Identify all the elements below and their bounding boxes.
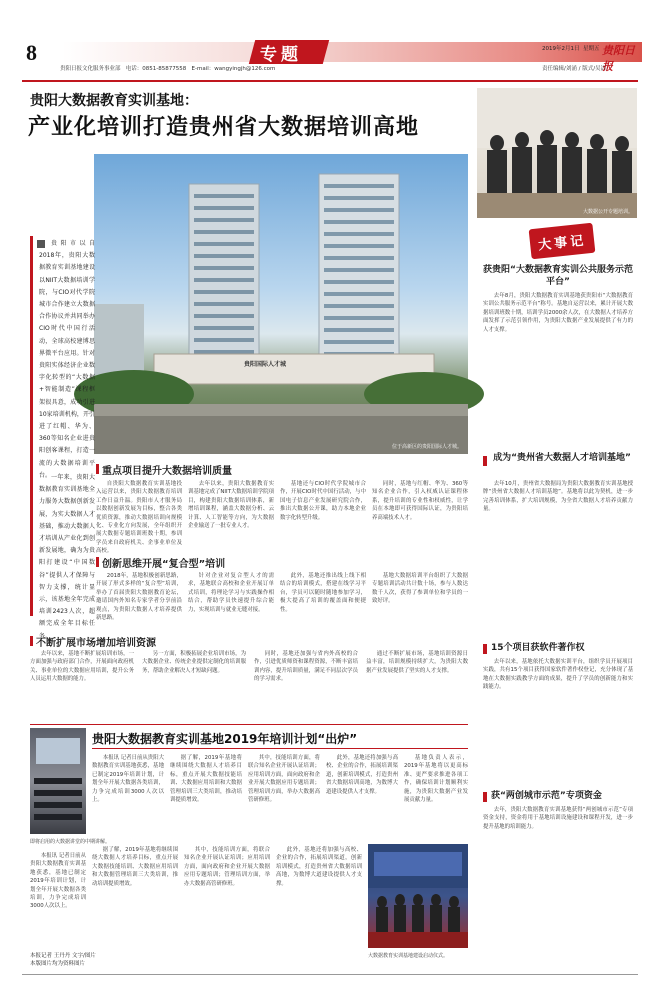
s3-title: 不断扩展市场增加培训资源 (36, 638, 156, 649)
plan-col3: 其中，技能培训方面，将联合知名企业开展认证培训；应用培训方面，面向政府和企业开展大数据应用专题培训；管理培训方面，举办大数据高管研修班。 (248, 755, 320, 804)
s2-title: 创新思维开展“复合型”培训 (102, 559, 226, 570)
sidebar-item-4-mark (483, 792, 487, 802)
plan-col1: 本报讯 记者日前从贵阳大数据教育实训基地获悉，基地已制定2019年培训计划，计划全年开展大数据各类培训，力争完成培训3000人次以上。 (92, 755, 164, 804)
intro-text-2: 一年来，贵阳大数据教育实训基地全力服务大数据创新发展，为实大数据人才基础，推动大数据人才培训从产业化到创新发展地，确为为贵阳打建设“中国数谷”提供人才保障与智力支撑，统计显示，该基地全年完成培训2423人次，超额完成全年目标任务。 (39, 474, 95, 640)
plan-rule-bottom (92, 748, 468, 749)
s3-col1: 去年以来，基地不断扩展培训市场，一方面加强与政府部门合作，开展面向政府机关、事业单位的大数据应用培训，提升公务人员运用大数据的能力。 (30, 651, 134, 683)
right-photo-caption: 大数据公开专题培训。 (582, 209, 633, 215)
s1-col3: 基地还与CIO时代学院城市合作，开展CIO时代中国行活动，与中国电子信息产业发展研究院合作，推出大数据公开课，助力本地企业数字化转型升级。 (280, 481, 366, 521)
hall-illustration (30, 728, 86, 834)
building-sign: 贵阳国际人才城 (244, 361, 287, 368)
ceremony-caption: 大数据教育实训基地建设启动仪式。 (368, 953, 449, 959)
header-rule (22, 80, 638, 82)
s2-col2: 针对企业对复合型人才的需求，基地联合高校和企业开展订单式培训，将理论学习与实践操作相结合，帮助学员快速提升综合能力，实现培训与就业无缝对接。 (188, 573, 274, 613)
ceremony-illustration (368, 844, 468, 948)
s1-col1: 自贵阳大数据教育实训基地投入运营以来，贵阳大数据教育培训工作日益升温。贵阳市人才服务局以数据创新发展为目标，整合各类优质资源，推动大数据培训向规模化、专业化方向发展，全年组织开展大数据专题培训班数十期，参训学员来自政府机关、企事业单位及高校。 (96, 481, 182, 555)
section-title: 专题 (260, 45, 302, 65)
sidebar-item-4-title: 获“两创城市示范”专项资金 (491, 791, 602, 801)
hero-buildings-illustration (94, 154, 468, 454)
s2-col3: 此外，基地还推出线上线下相结合的培训模式，搭建在线学习平台，学员可以随时随地参加学习，极大提高了培训的覆盖面和便捷性。 (280, 573, 366, 613)
plan-col2: 据了解，2019年基地将继续围绕大数据人才培养目标，重点开展大数据技能培训、大数据应用培训和大数据管理培训三大类培训，推动培训提质增效。 (170, 755, 242, 804)
sidebar-item-3-title: 15个项目获软件著作权 (491, 643, 585, 653)
intro-box (30, 236, 95, 640)
headline-kicker: 贵阳大数据教育实训基地： (30, 93, 198, 109)
s2-col4: 基地大数据培训平台组织了大数据专题培训活动共计数十场，参与人数达数千人次，获得了参训单位和学员的一致好评。 (372, 573, 468, 605)
hero-caption: 位于高新区的贵阳国际人才城。 (391, 444, 462, 450)
sidebar-item-3-text: 去年以来，基地依托大数据实训平台，组织学员开展项目实践，共有15个项目获得国家软件著作权登记，充分体现了基地在大数据实践教学方面的成果，提升了学员的创新能力和实践能力。 (483, 659, 633, 691)
intro-text: 贵阳市以自2018年，贵阳大数据教育实训基地建设以NIIT大数据培训学院，与CIO对代学院城市合作建立大数据合作协议并共同举办CIO时代中国行活动，全球高校建博思界微平台应用。针对贵阳实体经济企业数字化转型的“大数据+智能制造”课程框架很具意，成功引进10家培训机构，开引进了红帽、华为、360等知名企业进贵阳创客课程，打造一流的大数据培训平台。 (39, 240, 95, 479)
milestone-stamp (529, 223, 596, 260)
s2-title-mark (96, 557, 99, 567)
sidebar-item-1-title: 获贵阳“大数据教育实训公共服务示范平台” (483, 265, 633, 287)
sidebar-item-2-title: 成为“贵州省大数据人才培训基地” (493, 453, 631, 463)
hero-photo (94, 154, 468, 454)
plan-col4: 此外，基地还将加强与高校、企业的合作，拓展培训渠道，创新培训模式，打造贵州省大数据培训高地，为数博大道建设提供人才支撑。 (326, 755, 398, 795)
footer-credits (30, 952, 100, 968)
plan-rule-top (30, 724, 468, 725)
milestone-stamp-text: 大事记 (537, 233, 587, 253)
header-contact: 贵阳日报文化服务事业部 电话：0851-85877558 E-mail：wangyingjh@126.com (60, 66, 276, 72)
s1-title: 重点项目提升大数据培训质量 (102, 466, 232, 477)
hall-photo (30, 728, 86, 834)
sidebar-item-2-mark (483, 456, 487, 466)
plan-col5: 基地负责人表示，2019年基地将以更高标准、更严要求推进各项工作，确保培训计划顺利实施，为贵阳大数据产业发展贡献力量。 (404, 755, 468, 804)
masthead-logo: 贵阳日报 (602, 44, 635, 73)
hall-caption: 即将启用的大数据讲堂的中期讲解。 (30, 839, 111, 845)
footer-rule (22, 974, 638, 975)
s1-col4: 同时，基地与红帽、华为、360等知名企业合作，引入权威认证课程体系，提升培训的专业性和权威性，让学员在本地即可获得国际认证，为贵阳培养高端技术人才。 (372, 481, 468, 521)
plan-col3-cont: 此外，基地还将加强与高校、企业的合作，拓展培训渠道，创新培训模式，打造贵州省大数据培训高地，为数博大道建设提供人才支撑。 (276, 847, 362, 887)
headline-main: 产业化培训打造贵州省大数据培训高地 (28, 115, 420, 140)
s3-col3: 同时，基地还加强与省内外高校的合作，引进优质师资和课程资源，不断丰富培训内容，提升培训质量，满足不同层次学员的学习需求。 (254, 651, 358, 683)
ceremony-photo (368, 844, 468, 948)
sidebar-item-2-text: 去年10月，贵州省大数据局为贵阳大数据教育实训基地授牌“贵州省大数据人才培训基地”。基地将以此为契机，进一步完善培训体系，扩大培训规模，为全省大数据人才培养贡献力量。 (483, 481, 633, 513)
page-number: 8 (26, 40, 37, 65)
header-date: 2019年2月1日 星期五 (542, 46, 600, 52)
sidebar-item-3-mark (483, 644, 487, 654)
right-photo-training (477, 88, 637, 218)
footer-note: 本版图片均为资料图片 (30, 961, 86, 967)
s3-col2: 另一方面，积极拓展企业培训市场，为大数据企业、传统企业提供定制化的培训服务，帮助企业解决人才短缺问题。 (142, 651, 246, 674)
s3-title-mark (30, 636, 33, 646)
s1-title-mark (96, 464, 99, 474)
plan-col1-cont: 据了解，2019年基地将继续围绕大数据人才培养目标，重点开展大数据技能培训、大数据应用培训和大数据管理培训三大类培训，推动培训提质增效。 (92, 847, 178, 887)
training-people-illustration (477, 88, 637, 218)
sidebar-item-1-text: 去年8月，贵阳大数据教育实训基地获贵阳市“大数据教育实训公共服务示范平台”称号。基地自运营以来，累计开展大数据培训班数十期，培训学员2000余人次，在大数据人才培养方面发挥了示范引领作用，为贵阳大数据产业发展提供了有力的人才支撑。 (483, 293, 633, 333)
s2-col1: 2018年，基地积极创新思路，开展了形式多样的“复合型”培训，举办了首届贵阳大数据教育论坛，邀请国内外知名专家学者分享前沿观点，为贵阳大数据人才培养提供新思路。 (96, 573, 182, 622)
page-header (22, 36, 638, 80)
footer-credits-text: 本报记者 王丹丹 文字/图片 (30, 953, 96, 959)
s3-col4: 通过不断扩展市场，基地培训资源日益丰富，培训规模持续扩大，为贵阳大数据产业发展提供了坚实的人才支撑。 (366, 651, 468, 674)
plan-left-cont: 本报讯 记者日前从贵阳大数据教育实训基地获悉，基地已制定2019年培训计划，计划全年开展大数据各类培训，力争完成培训3000人次以上。 (30, 853, 86, 910)
plan-title: 贵阳大数据教育实训基地2019年培训计划“出炉” (92, 732, 358, 746)
header-editor: 责任编辑/刘涌 / 版式/吴洁 (542, 66, 607, 72)
s1-col2: 去年以来，贵阳大数据教育实训基地完成了NIIT大数据培训学院项目，构建贵阳大数据培训体系，新增培训课程，涵盖大数据分析、云计算、人工智能等方向，为大数据企业输送了一批专业人才。 (188, 481, 274, 530)
sidebar (477, 262, 637, 954)
sidebar-item-4-text: 去年，贵阳大数据教育实训基地获得“两创城市示范”专项资金支持，资金将用于基地培训设施建设和课程开发，进一步提升基地的培训能力。 (483, 807, 633, 830)
plan-col2-cont: 其中，技能培训方面，将联合知名企业开展认证培训；应用培训方面，面向政府和企业开展大数据应用专题培训；管理培训方面，举办大数据高管研修班。 (184, 847, 270, 887)
